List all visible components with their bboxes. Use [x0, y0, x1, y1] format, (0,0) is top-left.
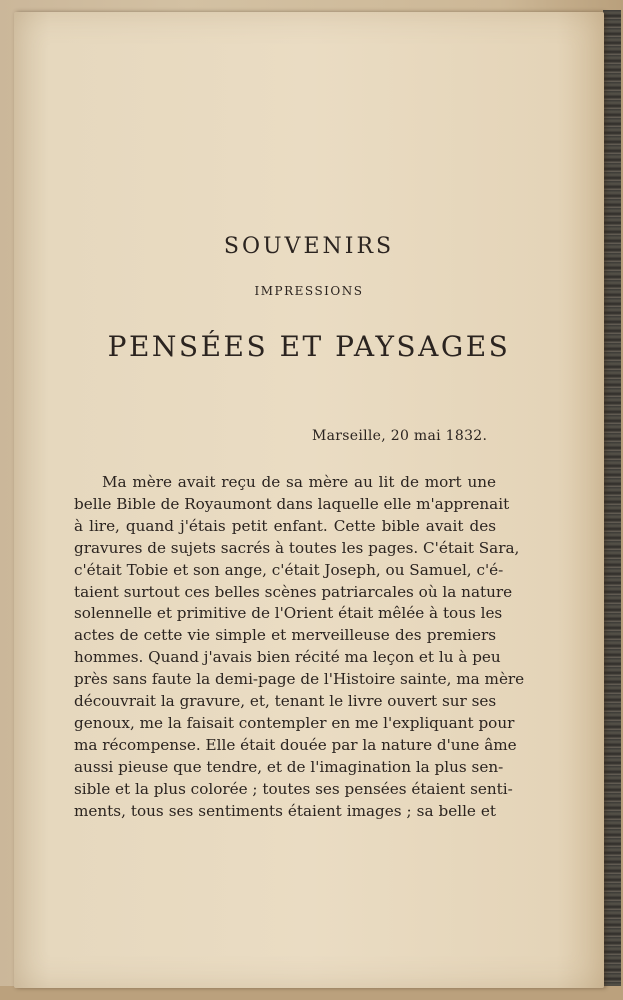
text-line: découvrait la gravure, et, tenant le livre ouvert sur ses: [74, 692, 497, 711]
text-line: ma récompense. Elle était douée par la nature d'une âme: [74, 735, 517, 754]
text-line: près sans faute la demi-page de l'Histoire sainte, ma mère: [74, 670, 525, 689]
text-line: genoux, me la faisait contempler en me l'expliquant pour: [74, 713, 515, 732]
text-line: Ma mère avait reçu de sa mère au lit de mort une: [102, 473, 496, 491]
text-line: taient surtout ces belles scènes patriarcales où la nature: [74, 582, 513, 601]
body-paragraph: [74, 472, 525, 823]
text-line: ments, tous ses sentiments étaient images ; sa belle et: [74, 801, 496, 820]
title-impressions: IMPRESSIONS: [254, 284, 364, 298]
book-page-edges: [603, 10, 621, 990]
text-line: à lire, quand j'étais petit enfant. Cette bible avait des: [74, 516, 496, 535]
title-souvenirs: SOUVENIRS: [223, 234, 395, 259]
text-line: aussi pieuse que tendre, et de l'imagination la plus sen-: [74, 757, 504, 776]
title-pensees-et-paysages: PENSÉES ET PAYSAGES: [107, 330, 511, 363]
text-line: actes de cette vie simple et merveilleuse des premiers: [74, 626, 496, 645]
text-line: sible et la plus colorée ; toutes ses pensées étaient senti-: [74, 779, 513, 798]
book-page: [14, 12, 604, 988]
text-line: belle Bible de Royaumont dans laquelle elle m'apprenait: [74, 494, 510, 513]
book-bottom-edge: [0, 986, 623, 1000]
text-line: gravures de sujets sacrés à toutes les pages. C'était Sara,: [74, 538, 520, 557]
dateline: Marseille, 20 mai 1832.: [312, 428, 488, 444]
text-line: c'était Tobie et son ange, c'était Joseph, ou Samuel, c'é-: [74, 560, 504, 579]
text-line: solennelle et primitive de l'Orient était mêlée à tous les: [74, 604, 503, 623]
text-line: hommes. Quand j'avais bien récité ma leçon et lu à peu: [74, 648, 501, 667]
